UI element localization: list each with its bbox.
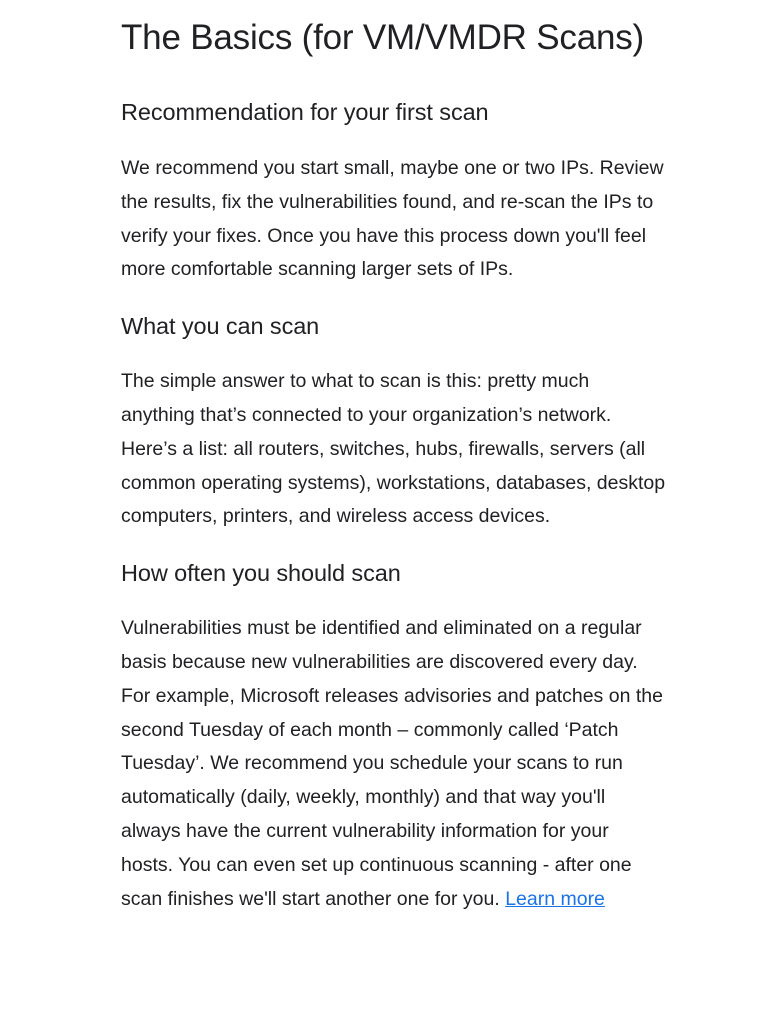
section-body-first-scan: We recommend you start small, maybe one or two IPs. Review the results, fix the vulnerabilities found, and re-scan the IPs to verify your fixes. Once you have this process down you'll feel more comfortable scanning larger sets of IPs. xyxy=(121,157,664,281)
section-body-what-to-scan: The simple answer to what to scan is this: pretty much anything that’s connected to your organization’s network. Here’s a list: all routers, switches, hubs, firewalls, servers (all common operating systems), workstations, databases, desktop computers, printers, and wireless access devices. xyxy=(121,370,666,528)
page-title: The Basics (for VM/VMDR Scans) xyxy=(121,18,644,57)
article-content xyxy=(121,0,666,916)
section-paragraph-scan-frequency xyxy=(121,612,666,916)
section-heading-first-scan: Recommendation for your first scan xyxy=(121,99,489,125)
learn-more-link[interactable]: Learn more xyxy=(505,887,605,910)
section-heading-what-to-scan: What you can scan xyxy=(121,313,320,340)
section-body-scan-frequency: Vulnerabilities must be identified and eliminated on a regular basis because new vulnerabilities are discovered every day. For example, Microsoft releases advisories and patches on the second Tuesday of each month – commonly called ‘Patch Tuesday’. We recommend you schedule your scans to run automatically (daily, weekly, monthly) and that way you'll always have the current vulnerability information for your hosts. You can even set up continuous scanning - after one scan finishes we'll start another one for you. xyxy=(121,617,663,910)
section-heading-scan-frequency: How often you should scan xyxy=(121,560,401,587)
